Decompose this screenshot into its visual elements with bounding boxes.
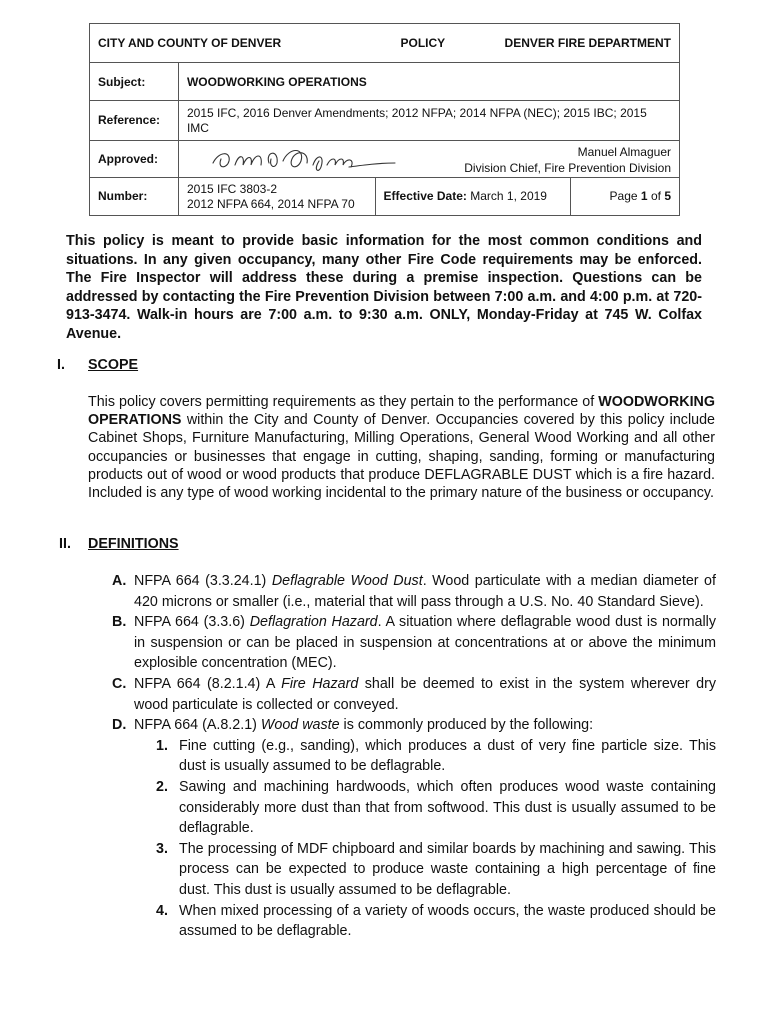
policy-header-table bbox=[89, 23, 680, 216]
reference-value: 2015 IFC, 2016 Denver Amendments; 2012 NFPA; 2014 NFPA (NEC); 2015 IBC; 2015 IMC bbox=[178, 101, 679, 141]
item-text: shall be deemed to exist in the system wherever dry wood particulate is collected or conveyed. bbox=[134, 675, 716, 713]
sub-item-number: 1. bbox=[156, 737, 168, 754]
scope-text-pre: This policy covers permitting requirements as they pertain to the performance of bbox=[88, 394, 595, 410]
effective-date-label: Effective Date: bbox=[383, 189, 467, 203]
sub-item-text: Sawing and machining hardwoods, which often produces wood waste containing considerably more dust than that from softwood. This dust is usually assumed to be deflagrable. bbox=[179, 778, 716, 837]
page-number-cell bbox=[571, 178, 680, 216]
item-letter: D. bbox=[112, 717, 127, 734]
item-term: Deflagrable Wood Dust bbox=[271, 573, 423, 589]
page-total: 5 bbox=[664, 189, 671, 203]
item-text: . Wood particulate with a median diameter of 420 microns or smaller (i.e., material that will pass through a U.S. No. 40 Standard Sieve). bbox=[134, 573, 716, 610]
sub-item-number: 2. bbox=[156, 778, 168, 795]
item-term: Deflagration Hazard bbox=[249, 614, 378, 631]
effective-date-cell bbox=[375, 178, 571, 216]
item-text: . A situation where deflagrable wood dust is normally in suspension or can be placed in suspension at concentrations at or above the minimum explosible concentration (MEC). bbox=[134, 614, 716, 672]
effective-date-value: March 1, 2019 bbox=[470, 189, 547, 203]
approved-label: Approved: bbox=[90, 141, 179, 178]
reference-label: Reference: bbox=[90, 101, 179, 141]
item-letter: C. bbox=[112, 675, 127, 692]
signature-image bbox=[209, 143, 399, 175]
header-top-row bbox=[90, 24, 680, 63]
sub-item-number: 3. bbox=[156, 840, 168, 857]
page-of: of bbox=[650, 189, 661, 203]
subject-value: WOODWORKING OPERATIONS bbox=[178, 63, 679, 101]
item-term: Wood waste bbox=[260, 717, 340, 734]
item-letter: A. bbox=[112, 573, 127, 589]
item-ref: NFPA 664 (3.3.24.1) bbox=[134, 573, 267, 589]
number-line-2: 2012 NFPA 664, 2014 NFPA 70 bbox=[186, 196, 355, 211]
scope-number: I. bbox=[57, 357, 65, 373]
policy-notice: This policy is meant to provide basic information for the most common conditions and situations. In any given occupancy, many other Fire Code requirements may be enforced. The Fire Inspector will address these during a premise inspection. Questions can be addressed by contacting the Fire Prevention Division between 7:00 a.m. and 4:00 p.m. at 720-913-3474. Walk-in hours are 7:00 a.m. to 9:30 a.m. ONLY, Monday-Friday at 745 W. Colfax Avenue. bbox=[66, 233, 702, 342]
list-item bbox=[112, 901, 716, 942]
list-item bbox=[112, 777, 716, 839]
list-item bbox=[112, 715, 716, 736]
scope-paragraph bbox=[88, 393, 715, 502]
item-ref: NFPA 664 (A.8.2.1) bbox=[134, 717, 257, 734]
approver-block bbox=[464, 144, 671, 176]
item-text: is commonly produced by the following: bbox=[343, 717, 594, 734]
number-line-1: 2015 IFC 3803-2 bbox=[186, 181, 278, 196]
item-ref: NFPA 664 (3.3.6) bbox=[134, 614, 245, 631]
scope-title: SCOPE bbox=[88, 357, 139, 373]
sub-item-text: Fine cutting (e.g., sanding), which produces a dust of very fine particle size. This dust is usually assumed to be deflagrable. bbox=[179, 737, 716, 775]
number-label: Number: bbox=[90, 178, 179, 216]
org-name: CITY AND COUNTY OF DENVER bbox=[98, 36, 282, 50]
doc-type: POLICY bbox=[400, 36, 446, 50]
definitions-title: DEFINITIONS bbox=[88, 536, 179, 552]
list-item bbox=[112, 736, 716, 777]
list-item bbox=[112, 612, 716, 674]
item-term: Fire Hazard bbox=[281, 675, 359, 692]
sub-item-number: 4. bbox=[156, 902, 168, 919]
list-item bbox=[112, 571, 716, 612]
approver-title: Division Chief, Fire Prevention Division bbox=[464, 161, 671, 175]
definitions-number: II. bbox=[59, 536, 71, 552]
definitions-list bbox=[112, 571, 716, 942]
page-current: 1 bbox=[640, 189, 648, 203]
wood-waste-sublist bbox=[112, 736, 716, 942]
definitions-heading bbox=[59, 536, 179, 552]
list-item bbox=[112, 674, 716, 715]
item-letter: B. bbox=[112, 614, 127, 631]
scope-text-bold: WOODWORKING OPERATIONS bbox=[88, 394, 715, 429]
approved-cell bbox=[178, 141, 679, 178]
list-item bbox=[112, 839, 716, 901]
approver-name: Manuel Almaguer bbox=[577, 145, 671, 159]
scope-text-post: within the City and County of Denver. Occupancies covered by this policy include Cabinet Shops, Furniture Manufacturing, Milling Operations, General Wood Working and all other occupancies or businesses that engage in cutting, shaping, sanding, forming or manufacturing products out of wood or wood products that produce DEFLAGRABLE DUST which is a fire hazard. Included is any type of wood working incidental to the primary nature of the business or occupancy. bbox=[88, 412, 715, 502]
sub-item-text: The processing of MDF chipboard and similar boards by machining and sawing. This process can be expected to produce waste containing a high percentage of fine dust. This dust is usually assumed to be deflagrable. bbox=[179, 840, 716, 898]
department-name: DENVER FIRE DEPARTMENT bbox=[504, 36, 671, 50]
scope-heading bbox=[57, 357, 138, 373]
number-value bbox=[178, 178, 375, 216]
sub-item-text: When mixed processing of a variety of woods occurs, the waste produced should be assumed to be deflagrable. bbox=[179, 902, 716, 940]
subject-label: Subject: bbox=[90, 63, 179, 101]
page-prefix: Page bbox=[609, 189, 638, 203]
item-ref: NFPA 664 (8.2.1.4) A bbox=[134, 675, 275, 692]
